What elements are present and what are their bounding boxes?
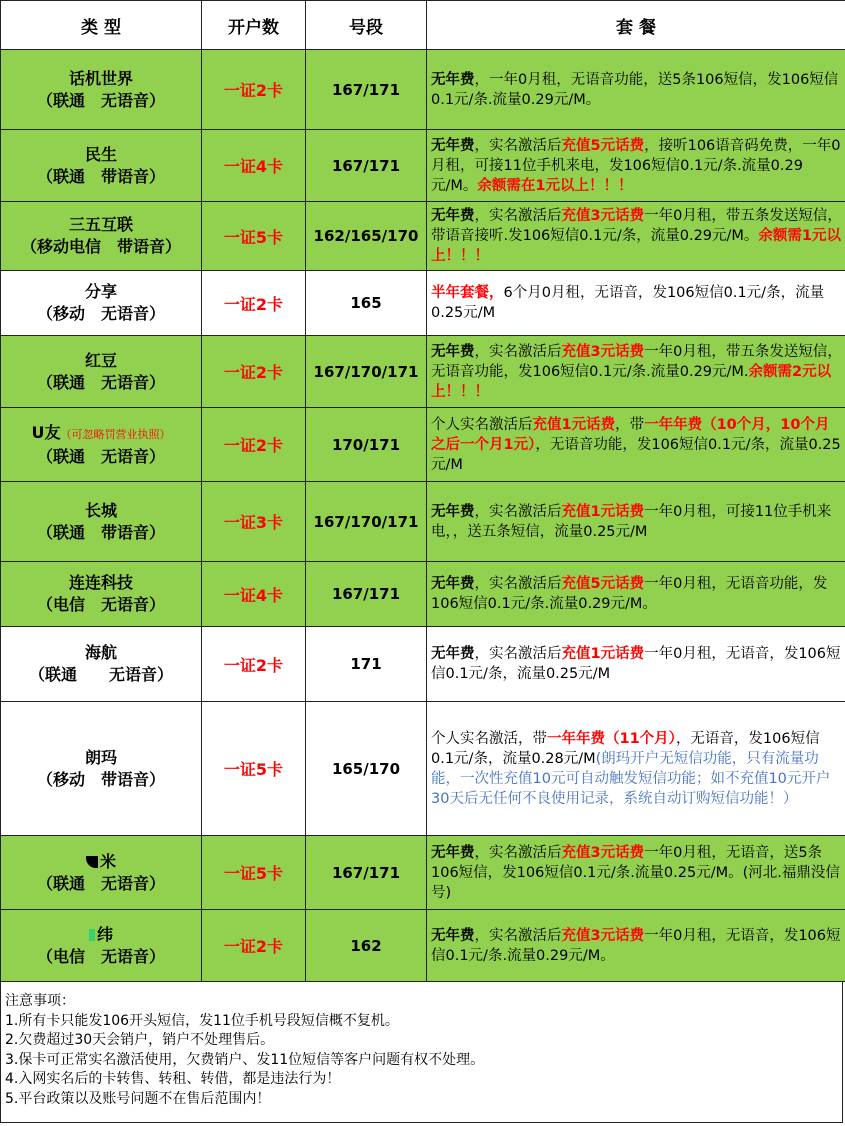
- package-text: 无年费: [431, 844, 475, 861]
- package-text: 充值1元话费: [561, 503, 645, 520]
- package-cell: [427, 627, 845, 702]
- package-text: 一年年费（10个月，10个月之后一个月1元）: [431, 416, 830, 453]
- table-row: [1, 627, 845, 702]
- type-cell: [1, 202, 202, 271]
- number-range: 165: [306, 271, 427, 336]
- provider-note: （可忽略罚营业执照）: [60, 427, 171, 441]
- type-cell: [1, 130, 202, 202]
- package-cell: [427, 702, 845, 836]
- package-text: 无年费: [431, 503, 475, 520]
- type-cell: [1, 271, 202, 336]
- type-cell: [1, 482, 202, 562]
- table-row: [1, 408, 845, 482]
- table-row: [1, 910, 845, 982]
- provider-name: 民生: [84, 144, 117, 164]
- notes-section: [0, 982, 843, 1123]
- package-text: 充值1元话费: [561, 646, 645, 662]
- package-text: 充值5元话费: [561, 137, 645, 154]
- header-number: 号段: [306, 1, 427, 50]
- type-cell: [1, 336, 202, 408]
- number-range: 167/171: [306, 836, 427, 910]
- number-range: 167/170/171: [306, 336, 427, 408]
- provider-carrier: （联通 带语音）: [36, 166, 165, 186]
- table-row: [1, 202, 845, 271]
- package-cell: [427, 271, 845, 336]
- table-row: [1, 50, 845, 130]
- number-range: 167/171: [306, 50, 427, 130]
- package-cell: [427, 836, 845, 910]
- package-text: 无年费: [431, 576, 475, 592]
- table-row: [1, 271, 845, 336]
- notes-title: 注意事项：: [5, 993, 75, 1009]
- header-row: [1, 1, 845, 50]
- provider-carrier: （电信 无语音）: [36, 595, 165, 614]
- type-cell: [1, 627, 202, 702]
- package-cell: [427, 50, 845, 130]
- provider-name: 长城: [84, 500, 117, 520]
- redaction-mark: [89, 929, 95, 941]
- type-line: [1, 350, 201, 372]
- provider-name: 话机世界: [68, 68, 133, 88]
- package-cell: [427, 336, 845, 408]
- package-text: ，实名激活后: [474, 927, 562, 944]
- number-range: 162: [306, 910, 427, 982]
- package-text: ，无语音功能，发106短信0.1元/条，流量0.25元/M: [431, 436, 841, 473]
- provider-carrier: （电信 无语音）: [36, 946, 165, 966]
- table-row: [1, 482, 845, 562]
- account-count: 一证2卡: [202, 50, 306, 130]
- package-text: 一年0月租，带五条发送短信，无语音功能，发106短信0.1元/条.流量0.29元/M.: [431, 343, 842, 380]
- type-line: [1, 500, 201, 522]
- table-row: [1, 562, 845, 627]
- package-text: 一年0月租，可接11位手机来电，，送五条短信，流量0.25元/M: [431, 503, 832, 540]
- provider-carrier: （联通 无语音）: [36, 372, 165, 392]
- provider-name: 米: [99, 851, 116, 871]
- provider-name: 红豆: [84, 350, 117, 370]
- account-count: 一证2卡: [202, 910, 306, 982]
- account-count: 一证2卡: [202, 336, 306, 408]
- package-text: 充值3元话费: [561, 927, 645, 944]
- provider-carrier: （联通 无语音）: [28, 665, 173, 684]
- package-cell: [427, 910, 845, 982]
- package-cell: [427, 408, 845, 482]
- account-count: 一证4卡: [202, 562, 306, 627]
- provider-carrier: （移动 带语音）: [36, 769, 165, 789]
- note-item: 3.保卡可正常实名激活使用，欠费销户、发11位短信等客户问题有权不处理。: [5, 1051, 485, 1068]
- package-text: ，实名激活后: [474, 503, 562, 520]
- provider-name: U友: [31, 422, 61, 442]
- provider-name: 海航: [84, 643, 117, 662]
- package-text: 一年0月租，无语音功能，发106短信0.1元/条.流量0.29元/M。: [431, 576, 828, 612]
- number-range: 171: [306, 627, 427, 702]
- package-text: (朗玛开户无短信功能，只有流量功能，一次性充值10元可自动触发短信功能；如不充值10元开户30天后无任何不良使用记录，系统自动订购短信功能！）: [431, 750, 831, 807]
- package-text: 一年0月租，无语音，送5条106短信，发106短信0.1元/条.流量0.25元/M。(河北.福鼎没信号): [431, 844, 840, 901]
- provider-carrier: （联通 带语音）: [36, 522, 165, 542]
- package-text: 充值3元话费: [561, 844, 645, 861]
- account-count: 一证5卡: [202, 202, 306, 271]
- provider-name: 分享: [84, 282, 117, 301]
- package-text: 一年年费（11个月）: [547, 730, 676, 747]
- package-text: 充值3元话费: [561, 208, 645, 224]
- note-item: 2.欠费超过30天会销户，销户不处理售后。: [5, 1032, 275, 1048]
- account-count: 一证5卡: [202, 836, 306, 910]
- package-text: ，一年0月租，无语音功能，送5条106短信，发106短信0.1元/条.流量0.29元/M。: [431, 71, 839, 108]
- type-cell: [1, 910, 202, 982]
- provider-name: 三五互联: [68, 215, 133, 234]
- type-cell: [1, 836, 202, 910]
- type-line: [1, 281, 201, 303]
- table-row: [1, 702, 845, 836]
- package-cell: [427, 562, 845, 627]
- package-text: 一年0月租，无语音，发106短信0.1元/条.流量0.29元/M。: [431, 927, 841, 964]
- package-text: ，带: [615, 416, 645, 433]
- type-line: [1, 68, 201, 90]
- type-line: [1, 214, 201, 236]
- package-text: 充值1元话费: [532, 416, 616, 433]
- account-count: 一证2卡: [202, 271, 306, 336]
- number-range: 162/165/170: [306, 202, 427, 271]
- provider-carrier: （移动电信 带语音）: [20, 237, 181, 256]
- number-range: 167/170/171: [306, 482, 427, 562]
- package-text: 无年费: [431, 208, 475, 224]
- table-row: [1, 336, 845, 408]
- header-count: 开户数: [202, 1, 306, 50]
- package-cell: [427, 202, 845, 271]
- table-row: [1, 130, 845, 202]
- package-text: 无年费: [431, 137, 475, 154]
- type-cell: [1, 562, 202, 627]
- package-text: ，实名激活后: [474, 137, 562, 154]
- provider-carrier: （移动 无语音）: [36, 304, 165, 323]
- provider-name: 连连科技: [68, 573, 133, 592]
- note-item: 1.所有卡只能发106开头短信，发11位手机号段短信概不复机。: [5, 1012, 399, 1029]
- package-text: 无年费: [431, 646, 475, 662]
- provider-carrier: （联通 无语音）: [36, 446, 165, 466]
- package-cell: [427, 130, 845, 202]
- type-line: [1, 422, 201, 446]
- provider-name: 纬: [96, 924, 113, 944]
- package-text: ，实名激活后: [474, 844, 562, 861]
- account-count: 一证5卡: [202, 702, 306, 836]
- provider-name: 朗玛: [84, 747, 117, 767]
- table-row: [1, 836, 845, 910]
- package-text: 余额需在1元以上！！！: [477, 177, 633, 194]
- type-line: [1, 572, 201, 594]
- type-cell: [1, 408, 202, 482]
- type-line: [1, 747, 201, 769]
- package-text: 个人实名激活，带: [431, 730, 547, 747]
- number-range: 167/171: [306, 562, 427, 627]
- account-count: 一证2卡: [202, 627, 306, 702]
- type-line: [1, 851, 201, 873]
- package-text: 无年费: [431, 343, 475, 360]
- package-text: 充值5元话费: [561, 576, 645, 592]
- provider-carrier: （联通 无语音）: [36, 873, 165, 893]
- package-text: 无年费: [431, 927, 475, 944]
- type-cell: [1, 702, 202, 836]
- package-text: ，实名激活后: [474, 343, 562, 360]
- account-count: 一证3卡: [202, 482, 306, 562]
- type-line: [1, 144, 201, 166]
- package-text: 余额需1元以上！！！: [431, 228, 842, 264]
- package-text: 充值3元话费: [561, 343, 645, 360]
- package-text: 6个月0月租，无语音，发106短信0.1元/条，流量0.25元/M: [431, 285, 825, 321]
- type-line: [1, 924, 201, 946]
- note-item: 5.平台政策以及账号问题不在售后范围内！: [5, 1090, 271, 1107]
- number-range: 165/170: [306, 702, 427, 836]
- package-cell: [427, 482, 845, 562]
- account-count: 一证4卡: [202, 130, 306, 202]
- redaction-mark: [86, 856, 98, 868]
- package-text: 个人实名激活后: [431, 416, 533, 433]
- package-text: 一年0月租，带五条发送短信，带语音接听.发106短信0.1元/条，流量0.29元/M。: [431, 208, 842, 244]
- number-range: 170/171: [306, 408, 427, 482]
- type-line: [1, 642, 201, 664]
- provider-carrier: （联通 无语音）: [36, 90, 165, 110]
- package-text: 一年0月租，无语音，发106短信0.1元/条，流量0.25元/M: [431, 646, 841, 682]
- package-text: 半年套餐，: [431, 285, 504, 301]
- package-text: ，实名激活后: [474, 576, 562, 592]
- package-text: 无年费: [431, 71, 475, 88]
- package-text: 余额需2元以上！！！: [431, 363, 832, 400]
- account-count: 一证2卡: [202, 408, 306, 482]
- package-text: ，接听106语音码免费，一年0月租，可接11位手机来电，发106短信0.1元/条.流量0.29元/M。: [431, 137, 841, 194]
- number-range: 167/171: [306, 130, 427, 202]
- package-text: ，无语音，发106短信0.1元/条，流量0.28元/M: [431, 730, 820, 767]
- package-text: ，实名激活后: [474, 208, 562, 224]
- package-text: ，实名激活后: [474, 646, 562, 662]
- header-package: 套 餐: [427, 1, 845, 50]
- header-type: 类 型: [1, 1, 202, 50]
- type-cell: [1, 50, 202, 130]
- note-item: 4.入网实名后的卡转售、转租、转借，都是违法行为！: [5, 1071, 341, 1087]
